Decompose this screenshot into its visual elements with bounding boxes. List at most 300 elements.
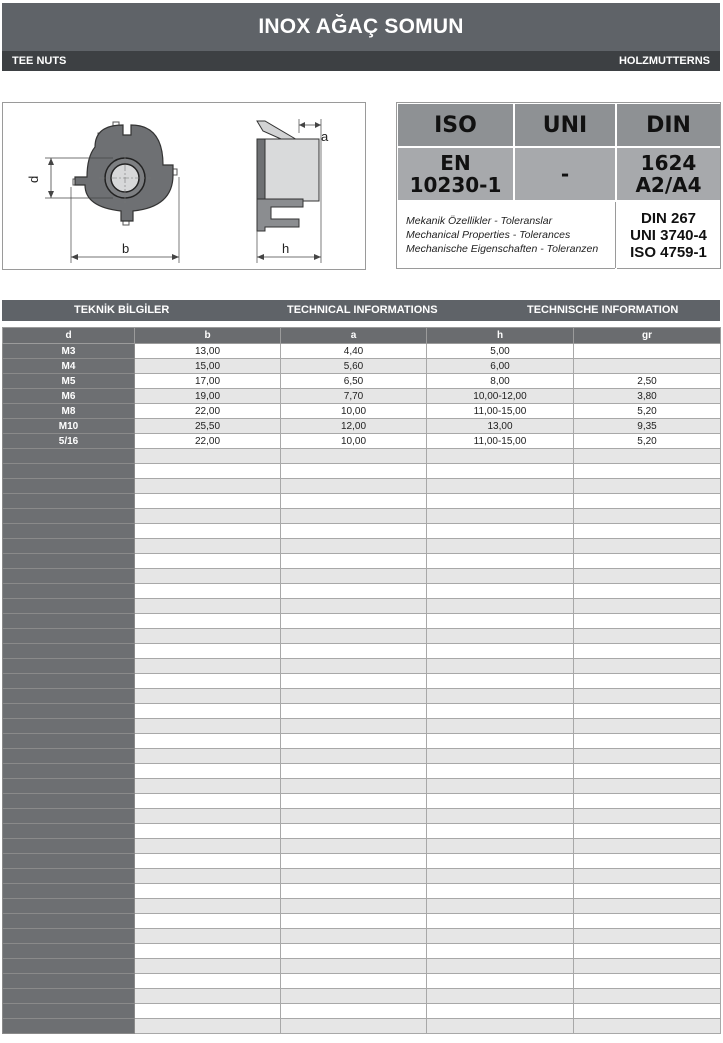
cell-b: 19,00 (135, 389, 281, 404)
cell-a (281, 494, 427, 509)
cell-h: 5,00 (427, 344, 574, 359)
cell-d (3, 899, 135, 914)
cell-h (427, 689, 574, 704)
cell-gr (574, 674, 721, 689)
column-header-d: d (3, 328, 135, 344)
cell-a (281, 614, 427, 629)
cell-b (135, 689, 281, 704)
cell-d (3, 794, 135, 809)
cell-a (281, 824, 427, 839)
note-tr: Mekanik Özellikler - Toleranslar (406, 215, 553, 227)
cell-h (427, 584, 574, 599)
cell-gr (574, 824, 721, 839)
table-row (3, 404, 721, 419)
cell-h (427, 494, 574, 509)
cell-h: 11,00-15,00 (427, 434, 574, 449)
cell-d: M3 (3, 344, 135, 359)
cell-b (135, 974, 281, 989)
cell-gr (574, 899, 721, 914)
cell-a (281, 449, 427, 464)
cell-gr (574, 644, 721, 659)
cell-gr (574, 464, 721, 479)
standard-iso-value (398, 148, 513, 200)
table-row (3, 959, 721, 974)
iso-value-line2: 10230-1 (409, 173, 502, 197)
cell-a (281, 884, 427, 899)
cell-b: 13,00 (135, 344, 281, 359)
cell-gr (574, 854, 721, 869)
cell-h: 13,00 (427, 419, 574, 434)
cell-a (281, 599, 427, 614)
cell-gr: 5,20 (574, 404, 721, 419)
cell-d (3, 914, 135, 929)
table-row (3, 884, 721, 899)
cell-d (3, 569, 135, 584)
standard-uni-value: - (515, 148, 615, 200)
cell-h (427, 569, 574, 584)
cell-b (135, 884, 281, 899)
cell-b (135, 809, 281, 824)
cell-a: 5,60 (281, 359, 427, 374)
cell-h (427, 929, 574, 944)
table-row (3, 809, 721, 824)
cell-gr (574, 1004, 721, 1019)
dim-label-h: h (282, 241, 290, 256)
column-header-h: h (427, 328, 574, 344)
cell-d (3, 809, 135, 824)
cell-h (427, 974, 574, 989)
technical-info-bar (2, 300, 720, 321)
cell-gr (574, 884, 721, 899)
cell-a: 6,50 (281, 374, 427, 389)
table-row (3, 764, 721, 779)
cell-b (135, 854, 281, 869)
cell-a (281, 704, 427, 719)
table-row (3, 449, 721, 464)
cell-d (3, 539, 135, 554)
cell-d (3, 599, 135, 614)
cell-gr (574, 554, 721, 569)
table-row (3, 824, 721, 839)
cell-a (281, 779, 427, 794)
cell-d (3, 764, 135, 779)
dim-label-b: b (122, 241, 130, 256)
ref-din-267: DIN 267 (640, 209, 697, 227)
cell-b (135, 764, 281, 779)
cell-gr (574, 449, 721, 464)
table-row (3, 569, 721, 584)
table-row (3, 989, 721, 1004)
cell-d: M6 (3, 389, 135, 404)
cell-d: M8 (3, 404, 135, 419)
cell-b (135, 509, 281, 524)
cell-d (3, 719, 135, 734)
cell-gr (574, 989, 721, 1004)
cell-b (135, 479, 281, 494)
cell-b (135, 674, 281, 689)
cell-b (135, 554, 281, 569)
table-row (3, 479, 721, 494)
tolerance-standards (617, 202, 720, 268)
dim-label-d: d (26, 175, 41, 183)
cell-b (135, 869, 281, 884)
din-value-line2: A2/A4 (635, 173, 702, 197)
cell-gr (574, 344, 721, 359)
cell-a (281, 584, 427, 599)
cell-a (281, 524, 427, 539)
cell-b (135, 914, 281, 929)
dimension-table (2, 327, 721, 1034)
cell-b (135, 1019, 281, 1034)
cell-h (427, 824, 574, 839)
cell-h (427, 464, 574, 479)
cell-b: 22,00 (135, 404, 281, 419)
cell-a (281, 989, 427, 1004)
table-row (3, 374, 721, 389)
cell-gr (574, 839, 721, 854)
cell-b (135, 734, 281, 749)
cell-d (3, 1019, 135, 1034)
cell-h: 10,00-12,00 (427, 389, 574, 404)
cell-gr (574, 509, 721, 524)
cell-d (3, 674, 135, 689)
cell-b: 22,00 (135, 434, 281, 449)
cell-d (3, 824, 135, 839)
cell-a (281, 1019, 427, 1034)
cell-gr (574, 659, 721, 674)
table-row (3, 779, 721, 794)
cell-h (427, 449, 574, 464)
table-row (3, 539, 721, 554)
tech-label-en: TECHNICAL INFORMATIONS (287, 304, 438, 316)
table-row (3, 344, 721, 359)
table-row (3, 509, 721, 524)
cell-gr (574, 764, 721, 779)
cell-h (427, 734, 574, 749)
cell-a (281, 914, 427, 929)
cell-b (135, 599, 281, 614)
cell-a (281, 794, 427, 809)
standard-header-uni: UNI (515, 104, 615, 146)
cell-gr (574, 479, 721, 494)
table-row (3, 869, 721, 884)
cell-b (135, 719, 281, 734)
cell-a (281, 569, 427, 584)
cell-gr (574, 719, 721, 734)
tech-label-de: TECHNISCHE INFORMATION (527, 304, 679, 316)
table-row (3, 944, 721, 959)
table-row (3, 854, 721, 869)
standard-header-din: DIN (617, 104, 720, 146)
cell-a (281, 689, 427, 704)
cell-d (3, 854, 135, 869)
cell-a (281, 659, 427, 674)
cell-b (135, 824, 281, 839)
cell-d (3, 989, 135, 1004)
cell-b (135, 464, 281, 479)
cell-d (3, 689, 135, 704)
cell-gr (574, 944, 721, 959)
cell-d (3, 749, 135, 764)
cell-a (281, 539, 427, 554)
standard-din-value (617, 148, 720, 200)
cell-d (3, 974, 135, 989)
cell-a (281, 959, 427, 974)
cell-b (135, 839, 281, 854)
cell-d (3, 704, 135, 719)
cell-d (3, 614, 135, 629)
cell-b (135, 929, 281, 944)
cell-b (135, 584, 281, 599)
cell-h (427, 809, 574, 824)
cell-b (135, 629, 281, 644)
standard-header-iso: ISO (398, 104, 513, 146)
table-row (3, 974, 721, 989)
cell-a (281, 764, 427, 779)
cell-d (3, 494, 135, 509)
cell-a (281, 719, 427, 734)
cell-h (427, 1004, 574, 1019)
cell-h (427, 884, 574, 899)
cell-b: 17,00 (135, 374, 281, 389)
table-row (3, 464, 721, 479)
ref-uni-3740: UNI 3740-4 (630, 226, 707, 244)
cell-gr (574, 779, 721, 794)
table-row (3, 494, 721, 509)
tech-label-tr: TEKNİK BİLGİLER (74, 304, 170, 316)
cell-h (427, 959, 574, 974)
cell-a (281, 854, 427, 869)
cell-a (281, 809, 427, 824)
cell-a (281, 674, 427, 689)
cell-d (3, 629, 135, 644)
cell-b (135, 944, 281, 959)
cell-gr (574, 914, 721, 929)
cell-gr (574, 974, 721, 989)
cell-a (281, 464, 427, 479)
cell-a (281, 974, 427, 989)
cell-h (427, 944, 574, 959)
table-row (3, 359, 721, 374)
cell-gr: 9,35 (574, 419, 721, 434)
column-header-gr: gr (574, 328, 721, 344)
dim-label-a: a (321, 129, 329, 144)
cell-a (281, 899, 427, 914)
table-row (3, 644, 721, 659)
table-row (3, 434, 721, 449)
cell-b: 15,00 (135, 359, 281, 374)
cell-gr (574, 809, 721, 824)
cell-gr (574, 569, 721, 584)
table-row (3, 659, 721, 674)
cell-gr (574, 524, 721, 539)
cell-b (135, 524, 281, 539)
cell-h (427, 869, 574, 884)
din-value-line1: 1624 (640, 151, 697, 175)
cell-b (135, 704, 281, 719)
note-en: Mechanical Properties - Tolerances (406, 229, 571, 241)
cell-d (3, 524, 135, 539)
cell-b (135, 569, 281, 584)
cell-h (427, 794, 574, 809)
table-row (3, 794, 721, 809)
ref-iso-4759: ISO 4759-1 (630, 243, 707, 261)
cell-d (3, 584, 135, 599)
cell-gr: 5,20 (574, 434, 721, 449)
cell-gr (574, 929, 721, 944)
cell-b (135, 614, 281, 629)
cell-h (427, 989, 574, 1004)
cell-a: 10,00 (281, 434, 427, 449)
cell-a (281, 509, 427, 524)
cell-d (3, 659, 135, 674)
cell-d (3, 554, 135, 569)
cell-d: M10 (3, 419, 135, 434)
table-row (3, 389, 721, 404)
cell-h (427, 554, 574, 569)
cell-h (427, 539, 574, 554)
cell-gr (574, 869, 721, 884)
cell-d (3, 929, 135, 944)
note-de: Mechanische Eigenschaften - Toleranzen (406, 243, 599, 255)
cell-a: 12,00 (281, 419, 427, 434)
cell-b (135, 494, 281, 509)
cell-a (281, 629, 427, 644)
table-row (3, 629, 721, 644)
table-row (3, 734, 721, 749)
cell-gr (574, 614, 721, 629)
column-header-a: a (281, 328, 427, 344)
cell-gr (574, 359, 721, 374)
table-header-row (3, 328, 721, 344)
cell-d (3, 884, 135, 899)
cell-d: M4 (3, 359, 135, 374)
page-title: INOX AĞAÇ SOMUN (258, 15, 464, 38)
title-bar (2, 3, 720, 51)
cell-b (135, 644, 281, 659)
cell-a (281, 944, 427, 959)
cell-d: 5/16 (3, 434, 135, 449)
cell-gr (574, 734, 721, 749)
cell-b (135, 989, 281, 1004)
cell-h (427, 764, 574, 779)
cell-gr (574, 1019, 721, 1034)
cell-h (427, 854, 574, 869)
cell-gr: 2,50 (574, 374, 721, 389)
table-row (3, 749, 721, 764)
cell-gr (574, 704, 721, 719)
cell-gr (574, 584, 721, 599)
cell-d (3, 839, 135, 854)
cell-a (281, 644, 427, 659)
cell-h (427, 749, 574, 764)
table-row (3, 674, 721, 689)
cell-h (427, 719, 574, 734)
cell-d (3, 479, 135, 494)
cell-d: M5 (3, 374, 135, 389)
table-row (3, 704, 721, 719)
cell-h (427, 644, 574, 659)
cell-d (3, 644, 135, 659)
cell-d (3, 1004, 135, 1019)
column-header-b: b (135, 328, 281, 344)
cell-h (427, 479, 574, 494)
cell-h (427, 674, 574, 689)
cell-d (3, 869, 135, 884)
table-row (3, 719, 721, 734)
tee-nut-drawing-icon (3, 103, 367, 271)
cell-a (281, 869, 427, 884)
table-row (3, 554, 721, 569)
cell-gr (574, 794, 721, 809)
table-row (3, 914, 721, 929)
cell-h (427, 599, 574, 614)
cell-gr (574, 689, 721, 704)
cell-h (427, 899, 574, 914)
table-row (3, 689, 721, 704)
cell-b (135, 749, 281, 764)
cell-a (281, 479, 427, 494)
cell-d (3, 779, 135, 794)
table-row (3, 929, 721, 944)
cell-d (3, 509, 135, 524)
cell-b (135, 959, 281, 974)
table-row (3, 419, 721, 434)
cell-d (3, 449, 135, 464)
iso-value-line1: EN (440, 151, 471, 175)
cell-a: 4,40 (281, 344, 427, 359)
cell-gr (574, 629, 721, 644)
cell-gr: 3,80 (574, 389, 721, 404)
label-tee-nuts: TEE NUTS (12, 55, 67, 67)
cell-h (427, 629, 574, 644)
cell-a (281, 749, 427, 764)
cell-a (281, 734, 427, 749)
cell-b: 25,50 (135, 419, 281, 434)
tolerance-notes (398, 202, 615, 268)
cell-b (135, 659, 281, 674)
cell-d (3, 734, 135, 749)
table-row (3, 839, 721, 854)
cell-b (135, 779, 281, 794)
cell-gr (574, 599, 721, 614)
cell-d (3, 959, 135, 974)
cell-b (135, 539, 281, 554)
subtitle-bar (2, 51, 720, 71)
cell-a (281, 554, 427, 569)
cell-b (135, 899, 281, 914)
table-row (3, 524, 721, 539)
table-row (3, 599, 721, 614)
cell-a: 10,00 (281, 404, 427, 419)
cell-h (427, 839, 574, 854)
standards-table (396, 102, 721, 269)
cell-d (3, 944, 135, 959)
table-body (3, 344, 721, 1034)
table-row (3, 614, 721, 629)
cell-h (427, 659, 574, 674)
cell-gr (574, 539, 721, 554)
cell-h: 6,00 (427, 359, 574, 374)
cell-h: 11,00-15,00 (427, 404, 574, 419)
technical-drawing (2, 102, 366, 270)
cell-gr (574, 959, 721, 974)
cell-gr (574, 749, 721, 764)
cell-h (427, 524, 574, 539)
cell-b (135, 449, 281, 464)
table-row (3, 1019, 721, 1034)
cell-gr (574, 494, 721, 509)
